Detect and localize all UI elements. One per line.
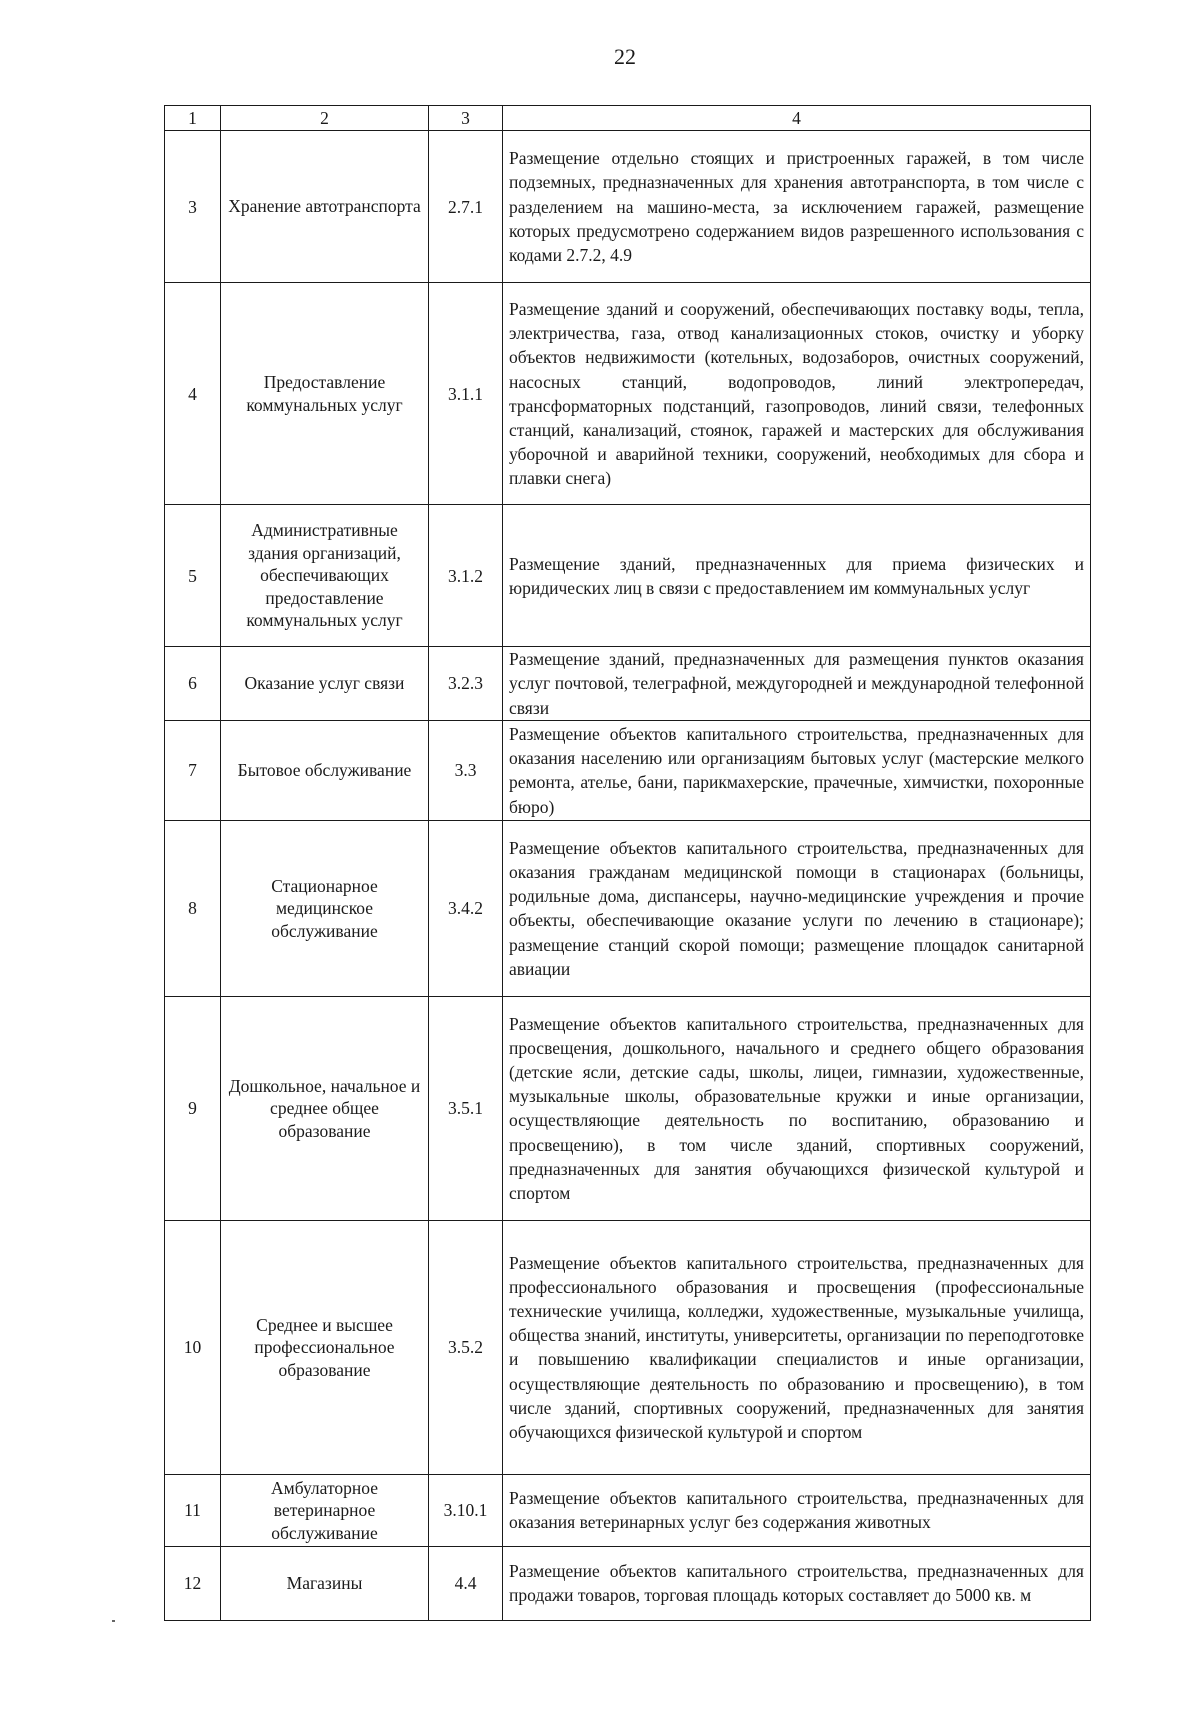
table-row — [165, 647, 1091, 721]
table-row — [165, 131, 1091, 283]
row-number: 9 — [165, 996, 221, 1220]
use-type-name: Дошкольное, начальное и среднее общее образование — [221, 996, 429, 1220]
use-type-name: Среднее и высшее профессиональное образование — [221, 1220, 429, 1474]
use-type-description: Размещение зданий, предназначенных для приема физических и юридических лиц в связи с предоставлением им коммунальных услуг — [503, 505, 1091, 647]
use-type-name: Административные здания организаций, обеспечивающих предоставление коммунальных услуг — [221, 505, 429, 647]
table-row — [165, 820, 1091, 996]
use-type-description: Размещение объектов капитального строительства, предназначенных для продажи товаров, торговая площадь которых составляет до 5000 кв. м — [503, 1546, 1091, 1620]
use-type-code: 3.1.1 — [429, 283, 503, 505]
use-type-name: Стационарное медицинское обслуживание — [221, 820, 429, 996]
column-header-description: 4 — [503, 106, 1091, 131]
row-number: 5 — [165, 505, 221, 647]
use-type-description: Размещение отдельно стоящих и пристроенных гаражей, в том числе подземных, предназначенных для хранения автотранспорта, в том числе с разделением на машино-места, за исключением гаражей, размещение которых предусмотрено содержанием видов разрешенного использования с кодами 2.7.2, 4.9 — [503, 131, 1091, 283]
use-type-code: 3.3 — [429, 720, 503, 820]
use-type-name: Бытовое обслуживание — [221, 720, 429, 820]
column-header-code: 3 — [429, 106, 503, 131]
use-type-code: 3.10.1 — [429, 1474, 503, 1546]
row-number: 4 — [165, 283, 221, 505]
use-type-name: Магазины — [221, 1546, 429, 1620]
table-header-row — [165, 106, 1091, 131]
use-type-name: Амбулаторное ветеринарное обслуживание — [221, 1474, 429, 1546]
column-header-name: 2 — [221, 106, 429, 131]
table-row — [165, 996, 1091, 1220]
use-type-code: 3.1.2 — [429, 505, 503, 647]
use-type-description: Размещение объектов капитального строительства, предназначенных для профессионального образования и просвещения (профессиональные технические училища, колледжи, художественные, музыкальные училища, общества знаний, институты, университеты, организации по переподготовке и повышению квалификации специалистов и иные организации, осуществляющие деятельность по образованию и просвещению), в том числе зданий, спортивных сооружений, предназначенных для занятия обучающихся физической культурой и спортом — [503, 1220, 1091, 1474]
use-type-description: Размещение объектов капитального строительства, предназначенных для просвещения, дошкольного, начального и среднего общего образования (детские ясли, детские сады, школы, лицеи, гимназии, художественные, музыкальные школы, образовательные кружки и иные организации, осуществляющие деятельность по воспитанию, образованию и просвещению), в том числе зданий, спортивных сооружений, предназначенных для занятия обучающихся физической культурой и спортом — [503, 996, 1091, 1220]
page-number: 22 — [614, 44, 636, 69]
use-type-code: 3.2.3 — [429, 647, 503, 721]
use-type-description: Размещение зданий, предназначенных для размещения пунктов оказания услуг почтовой, телеграфной, междугородней и международной телефонной связи — [503, 647, 1091, 721]
table-row — [165, 505, 1091, 647]
use-type-code: 4.4 — [429, 1546, 503, 1620]
use-type-code: 3.5.1 — [429, 996, 503, 1220]
table-row — [165, 1474, 1091, 1546]
row-number: 3 — [165, 131, 221, 283]
table-row — [165, 1220, 1091, 1474]
land-use-table — [164, 105, 1091, 1621]
use-type-code: 3.4.2 — [429, 820, 503, 996]
use-type-name: Предоставление коммунальных услуг — [221, 283, 429, 505]
row-number: 7 — [165, 720, 221, 820]
use-type-code: 2.7.1 — [429, 131, 503, 283]
row-number: 10 — [165, 1220, 221, 1474]
row-number: 8 — [165, 820, 221, 996]
row-number: 11 — [165, 1474, 221, 1546]
table-row — [165, 283, 1091, 505]
column-header-number: 1 — [165, 106, 221, 131]
use-type-description: Размещение объектов капитального строительства, предназначенных для оказания гражданам медицинской помощи в стационарах (больницы, родильные дома, диспансеры, научно-медицинские учреждения и прочие объекты, обеспечивающие оказание услуги по лечению в стационаре); размещение станций скорой помощи; размещение площадок санитарной авиации — [503, 820, 1091, 996]
use-type-description: Размещение объектов капитального строительства, предназначенных для оказания ветеринарных услуг без содержания животных — [503, 1474, 1091, 1546]
use-type-name: Хранение автотранспорта — [221, 131, 429, 283]
use-type-description: Размещение зданий и сооружений, обеспечивающих поставку воды, тепла, электричества, газа, отвод канализационных стоков, очистку и уборку объектов недвижимости (котельных, водозаборов, очистных сооружений, насосных станций, водопроводов, линий электропередач, трансформаторных подстанций, газопроводов, линий связи, телефонных станций, канализаций, стоянок, гаражей и мастерских для обслуживания уборочной и аварийной техники, сооружений, необходимых для сбора и плавки снега) — [503, 283, 1091, 505]
row-number: 12 — [165, 1546, 221, 1620]
row-number: 6 — [165, 647, 221, 721]
use-type-description: Размещение объектов капитального строительства, предназначенных для оказания населению или организациям бытовых услуг (мастерские мелкого ремонта, ателье, бани, парикмахерские, прачечные, химчистки, похоронные бюро) — [503, 720, 1091, 820]
use-type-code: 3.5.2 — [429, 1220, 503, 1474]
table-row — [165, 720, 1091, 820]
scan-speck — [112, 1620, 115, 1622]
use-type-name: Оказание услуг связи — [221, 647, 429, 721]
table-row — [165, 1546, 1091, 1620]
